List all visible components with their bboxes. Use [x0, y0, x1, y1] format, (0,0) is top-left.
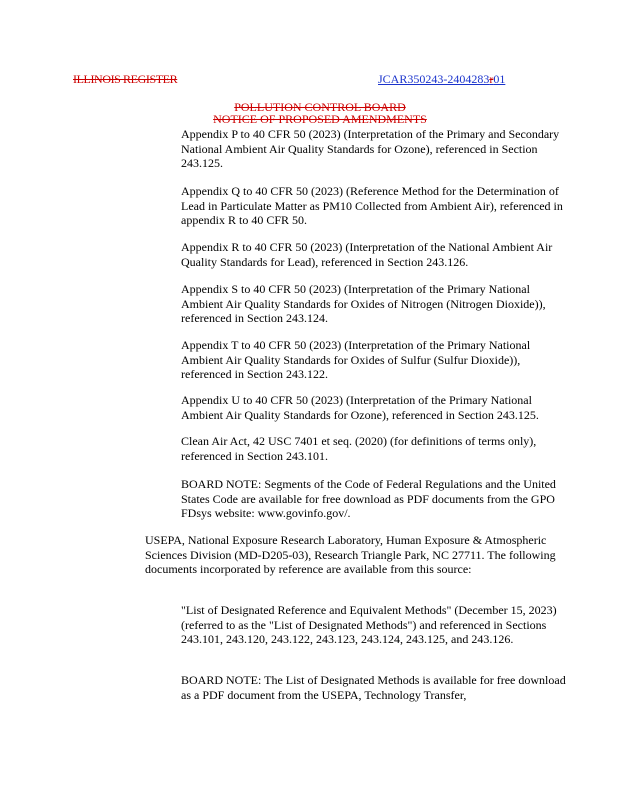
paragraph-text: "List of Designated Reference and Equivalent Methods" (December 15, 2023) (referred to as the "List of Designated Methods") and referenced in Sections 243.101, 243.120, 243.122, 243.123, 243.124, 243.125, and 243.126.	[181, 603, 557, 646]
paragraph-text: Appendix S to 40 CFR 50 (2023) (Interpretation of the Primary National Ambient Air Quality Standards for Oxides of Nitrogen (Nitrogen Dioxide)), referenced in Section 243.124.	[181, 282, 546, 325]
register-header: ILLINOIS REGISTER	[73, 72, 178, 86]
paragraph-text: BOARD NOTE: The List of Designated Methods is available for free download as a PDF document from the USEPA, Technology Transfer,	[181, 673, 566, 702]
paragraph-appendix-p	[181, 127, 573, 171]
paragraph-text: Appendix R to 40 CFR 50 (2023) (Interpretation of the National Ambient Air Quality Standards for Lead), referenced in Section 243.126.	[181, 240, 553, 269]
paragraph-appendix-s	[181, 282, 573, 326]
board-note-cfr	[181, 477, 573, 521]
board-note-methods	[181, 673, 573, 702]
notice-title: NOTICE OF PROPOSED AMENDMENTS	[213, 112, 427, 126]
paragraph-text: BOARD NOTE: Segments of the Code of Federal Regulations and the United States Code are available for free download as PDF documents from the GPO FDsys website: www.govinfo.gov/.	[181, 477, 556, 520]
board-title: POLLUTION CONTROL BOARD	[234, 100, 406, 114]
jcar-code	[378, 72, 505, 86]
paragraph-appendix-r	[181, 240, 573, 269]
paragraph-text: Appendix U to 40 CFR 50 (2023) (Interpretation of the Primary National Ambient Air Quality Standards for Ozone), referenced in Section 243.125.	[181, 393, 539, 422]
designated-methods-list	[181, 603, 573, 647]
paragraph-appendix-u	[181, 393, 573, 422]
paragraph-appendix-q	[181, 184, 573, 228]
paragraph-text: USEPA, National Exposure Research Laboratory, Human Exposure & Atmospheric Sciences Division (MD-D205-03), Research Triangle Park, NC 27711. The following documents incorporated by reference are available from this source:	[145, 533, 556, 576]
paragraph-text: Clean Air Act, 42 USC 7401 et seq. (2020) (for definitions of terms only), referenced in Section 243.101.	[181, 434, 537, 463]
paragraph-text: Appendix P to 40 CFR 50 (2023) (Interpretation of the Primary and Secondary National Ambient Air Quality Standards for Ozone), referenced in Section 243.125.	[181, 127, 560, 170]
paragraph-text: Appendix T to 40 CFR 50 (2023) (Interpretation of the Primary National Ambient Air Quality Standards for Oxides of Sulfur (Sulfur Dioxide)), referenced in Section 243.122.	[181, 338, 531, 381]
jcar-code-tail: 01	[493, 72, 506, 86]
usepa-source	[145, 533, 565, 577]
jcar-code-main: JCAR350243-2404283	[378, 72, 490, 86]
paragraph-appendix-t	[181, 338, 573, 382]
paragraph-clean-air-act	[181, 434, 573, 463]
paragraph-text: Appendix Q to 40 CFR 50 (2023) (Reference Method for the Determination of Lead in Particulate Matter as PM10 Collected from Ambient Air), referenced in appendix R to 40 CFR 50.	[181, 184, 563, 227]
jcar-code-deleted: r	[489, 72, 494, 86]
